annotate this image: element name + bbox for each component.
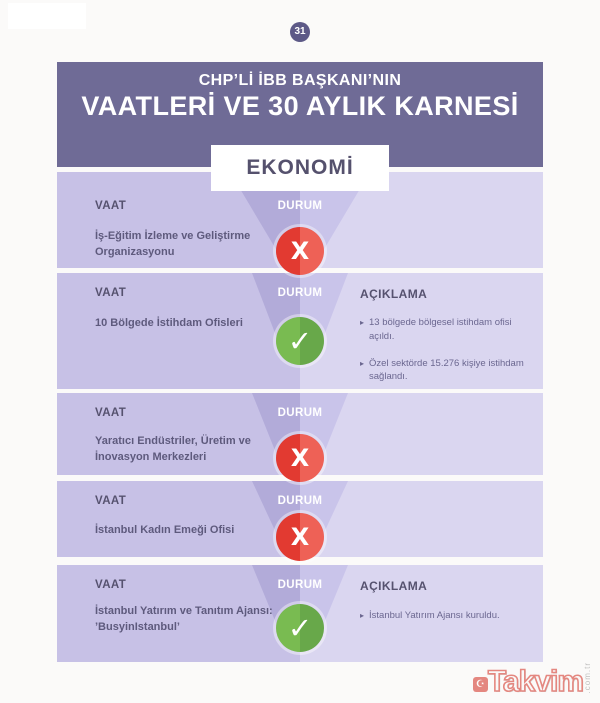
vaat-column-label: VAAT xyxy=(95,287,127,299)
aciklama-column-label: AÇIKLAMA xyxy=(360,579,428,593)
takvim-wordmark: Takvim xyxy=(487,665,583,698)
note-item xyxy=(360,316,525,344)
durum-column-label: DURUM xyxy=(277,579,323,591)
status-icon: ✓ xyxy=(287,611,313,645)
durum-column-label: DURUM xyxy=(277,495,323,507)
note-item xyxy=(360,609,525,623)
vaat-column-label: VAAT xyxy=(95,200,127,212)
bullet-arrow-icon: ▸ xyxy=(360,318,365,327)
page-number-badge: 31 xyxy=(290,22,310,42)
takvim-logo xyxy=(473,662,592,697)
header-subtitle: CHP’Lİ İBB BAŞKANI’NIN xyxy=(198,72,402,89)
note-text: İstanbul Yatırım Ajansı kuruldu. xyxy=(369,610,500,621)
report-row xyxy=(57,565,543,662)
promise-text: Yaratıcı Endüstriler, Üretim ve İnovasyon Merkezleri xyxy=(95,435,251,463)
status-icon: X xyxy=(290,444,310,472)
note-text: 13 bölgede bölgesel istihdam ofisi açıldı. xyxy=(369,317,512,342)
status-badge xyxy=(276,604,324,652)
status-badge xyxy=(276,434,324,482)
status-badge xyxy=(276,317,324,365)
report-row xyxy=(57,273,543,389)
vaat-column-label: VAAT xyxy=(95,579,127,591)
note-item xyxy=(360,357,525,385)
status-icon: X xyxy=(290,237,310,265)
status-icon: ✓ xyxy=(287,324,313,358)
notes-list xyxy=(360,316,525,397)
durum-column-label: DURUM xyxy=(277,287,323,299)
vaat-column-label: VAAT xyxy=(95,495,127,507)
status-badge xyxy=(276,227,324,275)
vaat-column-label: VAAT xyxy=(95,407,127,419)
note-text: Özel sektörde 15.276 kişiye istihdam sağlandı. xyxy=(369,357,524,383)
notes-list xyxy=(360,609,525,636)
promise-text: İstanbul Kadın Emeği Ofisi xyxy=(95,524,235,536)
aciklama-column-label: AÇIKLAMA xyxy=(360,287,428,301)
page-title: VAATLERİ VE 30 AYLIK KARNESİ xyxy=(81,91,519,121)
promise-text: İş-Eğitim İzleme ve Geliştirme Organizasyonu xyxy=(95,230,251,258)
report-row xyxy=(57,393,543,475)
durum-column-label: DURUM xyxy=(277,200,323,212)
report-row xyxy=(57,481,543,557)
status-icon: X xyxy=(290,523,310,551)
bullet-arrow-icon: ▸ xyxy=(360,611,365,620)
section-label: EKONOMİ xyxy=(211,145,389,191)
bullet-arrow-icon: ▸ xyxy=(360,358,365,368)
turkish-flag-icon: ☪ xyxy=(473,677,488,692)
durum-column-label: DURUM xyxy=(277,407,323,419)
promise-text: 10 Bölgede İstihdam Ofisleri xyxy=(95,317,243,329)
status-badge xyxy=(276,513,324,561)
promise-text: İstanbul Yatırım ve Tanıtım Ajansı: ’BusyinIstanbul’ xyxy=(95,605,273,633)
takvim-domain-suffix: .com.tr xyxy=(583,661,592,693)
corner-artifact xyxy=(8,3,86,29)
